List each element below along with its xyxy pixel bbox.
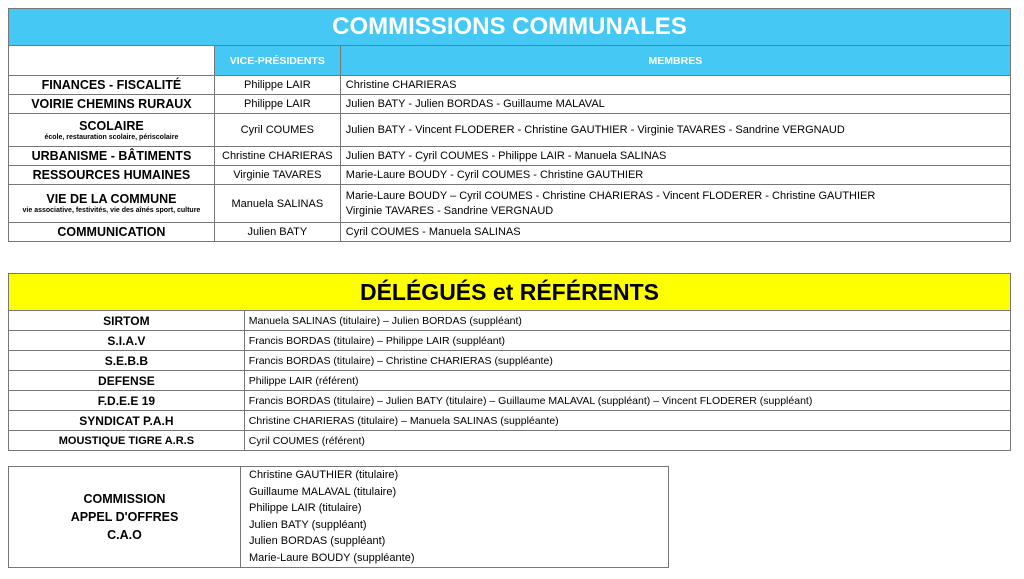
commission-name-cell: [9, 185, 215, 223]
commissions-table: [8, 8, 1011, 242]
delegate-value: Cyril COUMES (référent): [244, 431, 1010, 451]
vice-president: Virginie TAVARES: [214, 166, 340, 185]
commission-name-cell: [9, 147, 215, 166]
delegate-organization: SIRTOM: [9, 311, 245, 331]
commission-name: COMMUNICATION: [57, 225, 166, 239]
cao-member: Julien BORDAS (suppléant): [249, 535, 386, 548]
members-line: Christine CHARIERAS: [345, 78, 457, 91]
commission-members: [340, 185, 1010, 223]
header-blank-cell: [9, 46, 215, 76]
cao-member: Philippe LAIR (titulaire): [249, 502, 362, 515]
commission-name-cell: [9, 166, 215, 185]
commission-members: [340, 76, 1010, 95]
cao-member: Julien BATY (suppléant): [249, 518, 367, 531]
commission-row: [9, 95, 1011, 114]
commission-name-cell: [9, 114, 215, 147]
cao-table: [8, 466, 669, 568]
vice-president: Philippe LAIR: [214, 76, 340, 95]
vice-presidents-header: VICE-PRÉSIDENTS: [214, 46, 340, 76]
members-line: Virginie TAVARES - Sandrine VERGNAUD: [345, 204, 554, 217]
commission-row: [9, 185, 1011, 223]
delegate-value: Manuela SALINAS (titulaire) – Julien BORDAS (suppléant): [244, 311, 1010, 331]
delegate-row: [9, 311, 1011, 331]
delegate-organization: SYNDICAT P.A.H: [9, 411, 245, 431]
delegate-value: Francis BORDAS (titulaire) – Christine CHARIERAS (suppléante): [244, 351, 1010, 371]
vice-president: Philippe LAIR: [214, 95, 340, 114]
delegate-organization: S.I.A.V: [9, 331, 245, 351]
cao-member: Marie-Laure BOUDY (suppléante): [249, 551, 415, 564]
commission-name: RESSOURCES HUMAINES: [32, 168, 191, 182]
delegate-row: [9, 411, 1011, 431]
commission-subtitle: vie associative, festivités, vie des aînés sport, culture: [22, 207, 201, 214]
delegate-row: [9, 351, 1011, 371]
delegate-organization: S.E.B.B: [9, 351, 245, 371]
commission-members: [340, 166, 1010, 185]
commission-name: VIE DE LA COMMUNE: [46, 192, 177, 206]
commission-name-cell: [9, 76, 215, 95]
delegate-value: Francis BORDAS (titulaire) – Julien BATY (titulaire) – Guillaume MALAVAL (suppléant) – Vincent FLODERER (suppléant): [244, 391, 1010, 411]
commission-row: [9, 147, 1011, 166]
delegate-organization: DEFENSE: [9, 371, 245, 391]
commission-members: [340, 223, 1010, 242]
delegate-row: [9, 431, 1011, 451]
delegate-organization: F.D.E.E 19: [9, 391, 245, 411]
members-line: Marie-Laure BOUDY - Cyril COUMES - Christine GAUTHIER: [345, 168, 644, 181]
commission-name: FINANCES - FISCALITÉ: [41, 78, 182, 92]
commission-row: [9, 114, 1011, 147]
commission-subtitle: école, restauration scolaire, périscolaire: [44, 133, 179, 141]
commission-members: [340, 147, 1010, 166]
commission-members: [340, 95, 1010, 114]
vice-president: Christine CHARIERAS: [214, 147, 340, 166]
members-line: Cyril COUMES - Manuela SALINAS: [345, 225, 521, 238]
commission-name: URBANISME - BÂTIMENTS: [31, 149, 192, 163]
vice-president: Julien BATY: [214, 223, 340, 242]
commissions-title: COMMISSIONS COMMUNALES: [9, 9, 1011, 46]
delegate-value: Francis BORDAS (titulaire) – Philippe LAIR (suppléant): [244, 331, 1010, 351]
members-line: Julien BATY - Cyril COUMES - Philippe LAIR - Manuela SALINAS: [345, 149, 667, 162]
commission-name: SCOLAIRE: [79, 118, 144, 133]
cao-member: Guillaume MALAVAL (titulaire): [249, 485, 397, 498]
commission-row: [9, 223, 1011, 242]
delegate-value: Philippe LAIR (référent): [244, 371, 1010, 391]
delegate-organization: MOUSTIQUE TIGRE A.R.S: [9, 431, 245, 451]
members-header: MEMBRES: [340, 46, 1010, 76]
commission-name: VOIRIE CHEMINS RURAUX: [31, 97, 192, 111]
vice-president: Cyril COUMES: [214, 114, 340, 147]
delegate-row: [9, 391, 1011, 411]
delegate-row: [9, 331, 1011, 351]
cao-name-line: COMMISSION: [83, 491, 166, 506]
delegate-row: [9, 371, 1011, 391]
delegate-value: Christine CHARIERAS (titulaire) – Manuela SALINAS (suppléante): [244, 411, 1010, 431]
commission-row: [9, 166, 1011, 185]
commission-name-cell: [9, 223, 215, 242]
cao-members: [241, 467, 669, 568]
vice-president: Manuela SALINAS: [214, 185, 340, 223]
delegates-title: DÉLÉGUÉS et RÉFÉRENTS: [9, 274, 1011, 311]
members-line: Julien BATY - Vincent FLODERER - Christine GAUTHIER - Virginie TAVARES - Sandrine VERGNAUD: [345, 123, 845, 136]
commission-row: [9, 76, 1011, 95]
cao-name-line: C.A.O: [107, 527, 142, 542]
members-line: Marie-Laure BOUDY – Cyril COUMES - Christine CHARIERAS - Vincent FLODERER - Christine GAUTHIER: [345, 189, 876, 202]
cao-name: [9, 467, 241, 568]
cao-name-line: APPEL D'OFFRES: [70, 509, 179, 524]
members-line: Julien BATY - Julien BORDAS - Guillaume MALAVAL: [345, 97, 605, 110]
cao-member: Christine GAUTHIER (titulaire): [249, 469, 399, 481]
commission-name-cell: [9, 95, 215, 114]
commission-members: [340, 114, 1010, 147]
delegates-table: [8, 273, 1011, 451]
